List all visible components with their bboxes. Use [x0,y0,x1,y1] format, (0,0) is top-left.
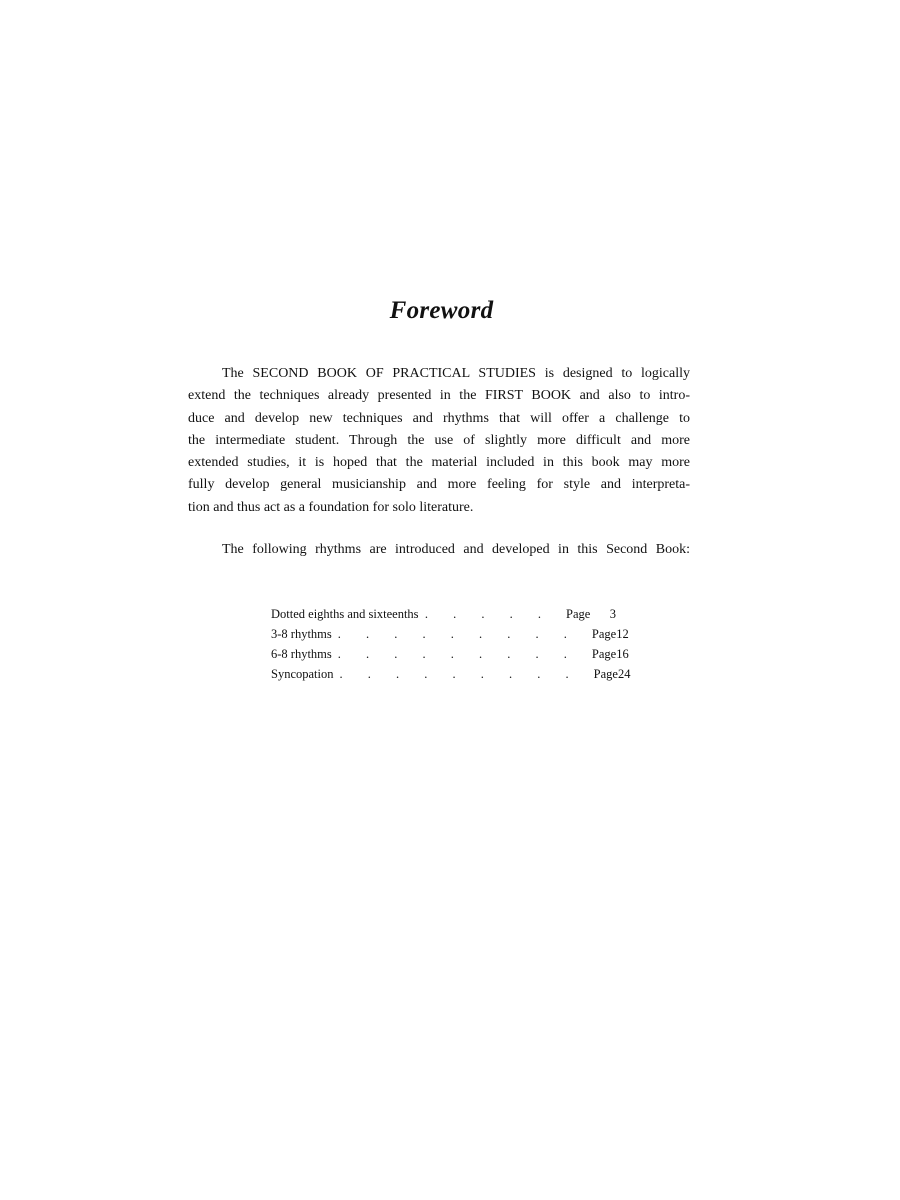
paragraph-line: extended studies, it is hoped that the material included in this book may more [188,455,690,471]
paragraph-line: fully develop general musicianship and more feeling for style and interpreta- [188,477,690,493]
paragraph-line: the intermediate student. Through the use of slightly more difficult and more [188,432,690,448]
paragraph-line: duce and develop new techniques and rhythms that will offer a challenge to [188,410,690,426]
contents-page-ref [592,647,629,662]
contents-leader-dots: . . . . . . . . . [337,646,578,661]
paragraph-line: The SECOND BOOK OF PRACTICAL STUDIES is designed to logically [222,366,690,381]
page-number: 3 [609,606,616,621]
contents-page-ref [566,607,616,622]
page-word: Page [591,626,617,641]
page-title: Foreword [389,297,494,324]
contents-label: 3-8 rhythms [271,626,332,641]
contents-page-ref [592,627,629,642]
rhythms-intro: The following rhythms are introduced and developed in this Second Book: [222,542,690,557]
contents-page-ref [594,667,631,682]
contents-row [271,604,616,624]
foreword-paragraph [188,363,690,519]
contents-leader-dots: . . . . . . . . . [337,626,578,641]
page-word: Page [566,606,591,621]
contents-row [271,664,631,684]
contents-row [271,644,629,664]
page-word: Page [591,646,617,661]
page-number: 24 [617,666,631,681]
page-number: 16 [616,646,629,661]
rhythm-contents-list [271,604,631,684]
contents-row [271,624,629,644]
contents-leader-dots: . . . . . . . . . [339,666,580,681]
page-word: Page [593,666,618,681]
paragraph-line: extend the techniques already presented in the FIRST BOOK and also to intro- [188,388,690,404]
contents-label: 6-8 rhythms [271,646,332,661]
paragraph-line: tion and thus act as a foundation for solo literature. [188,499,474,515]
page-number: 12 [616,626,629,641]
contents-leader-dots: . . . . . [424,606,552,621]
contents-label: Syncopation [271,666,334,681]
contents-label: Dotted eighths and sixteenths [271,606,419,621]
